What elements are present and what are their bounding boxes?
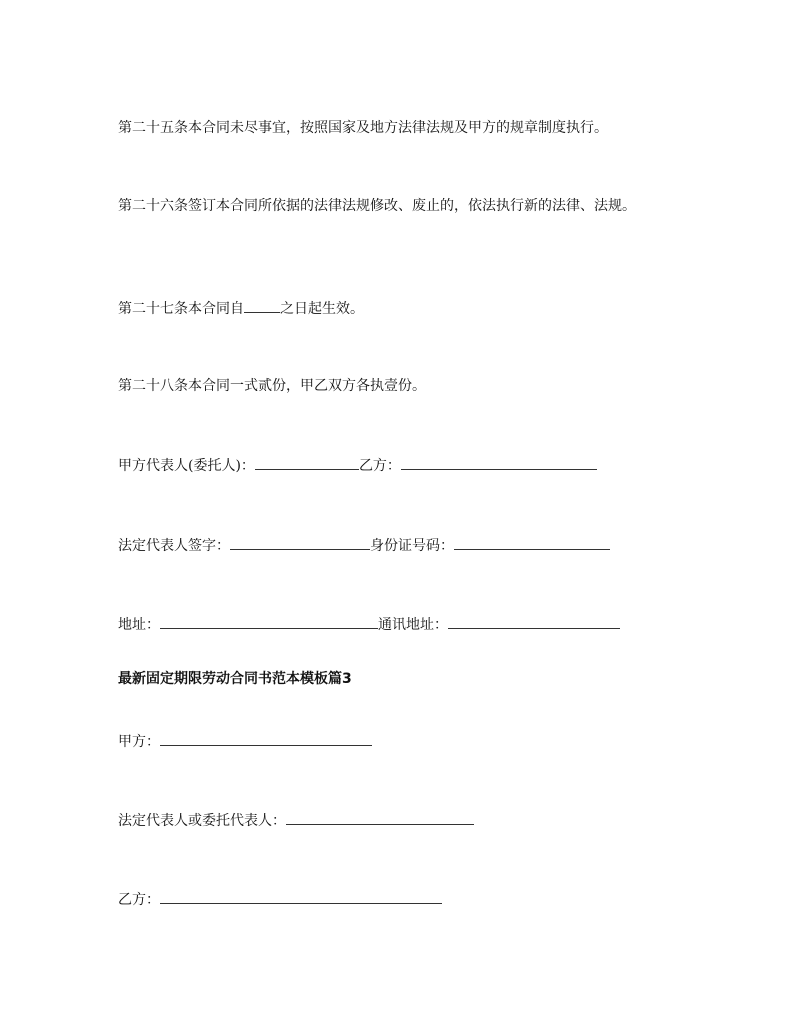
section-3-title: 最新固定期限劳动合同书范本模板篇3 <box>118 671 352 687</box>
article-27-text-before: 第二十七条本合同自 <box>118 301 244 317</box>
legal-rep-sign-label: 法定代表人签字： <box>118 538 230 554</box>
party-a-rep-blank <box>255 455 359 470</box>
mail-address-blank <box>448 614 620 629</box>
party-a-rep-label: 甲方代表人(委托人)： <box>118 458 255 474</box>
party-b-label: 乙方： <box>358 458 401 474</box>
article-26: 第二十六条签订本合同所依据的法律法规修改、废止的，依法执行新的法律、法规。 <box>118 198 636 214</box>
section-3-party-b-row <box>118 889 442 910</box>
section-3-party-a-label: 甲方： <box>118 734 160 750</box>
article-27 <box>118 298 364 319</box>
mail-address-label: 通讯地址： <box>378 617 448 633</box>
id-number-label: 身份证号码： <box>370 538 454 554</box>
party-b-blank <box>401 455 597 470</box>
section-3-party-b-label: 乙方： <box>118 892 160 908</box>
id-number-blank <box>454 535 610 550</box>
signature-row-1 <box>118 455 597 476</box>
section-3-party-a-blank <box>160 731 372 746</box>
effective-date-blank <box>244 298 280 313</box>
article-27-text-after: 之日起生效。 <box>280 301 364 317</box>
article-28: 第二十八条本合同一式贰份，甲乙双方各执壹份。 <box>118 378 426 394</box>
section-3-legal-or-agent-row <box>118 810 474 831</box>
signature-row-3 <box>118 614 620 635</box>
signature-row-2 <box>118 535 610 556</box>
section-3-party-a-row <box>118 731 372 752</box>
address-label: 地址： <box>118 617 160 633</box>
section-3-party-b-blank <box>160 889 442 904</box>
article-25: 第二十五条本合同未尽事宜，按照国家及地方法律法规及甲方的规章制度执行。 <box>118 120 608 136</box>
section-3-legal-or-agent-blank <box>286 810 474 825</box>
address-blank <box>160 614 378 629</box>
legal-rep-sign-blank <box>230 535 370 550</box>
section-3-legal-or-agent-label: 法定代表人或委托代表人： <box>118 813 286 829</box>
